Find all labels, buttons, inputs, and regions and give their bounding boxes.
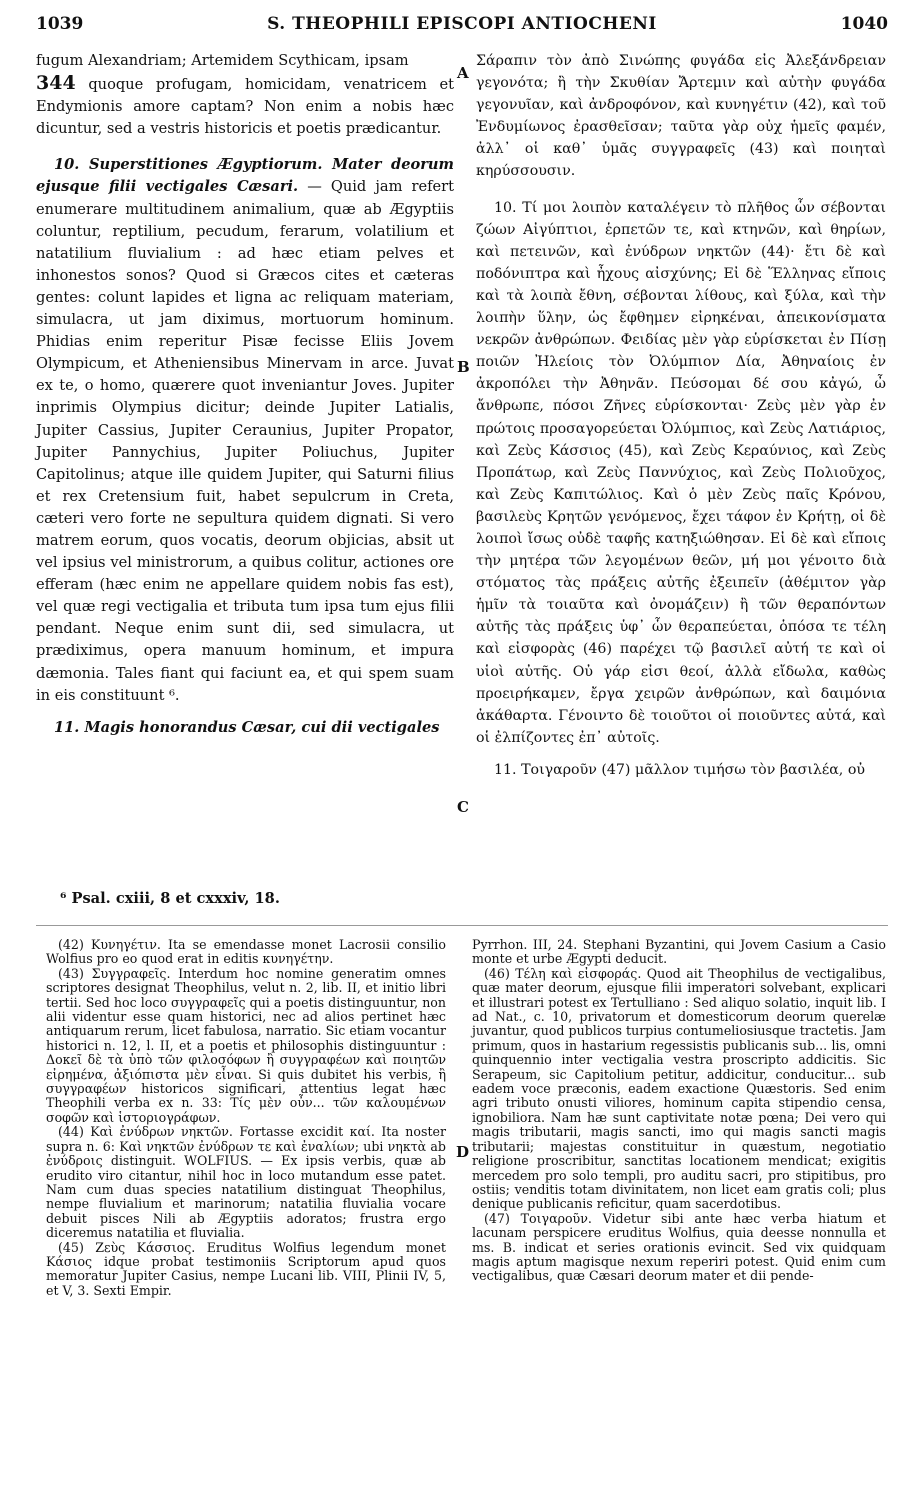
latin-section-10 [36, 154, 454, 706]
margin-letter-c: C [457, 798, 469, 816]
latin-p1-rest: quoque profugam, homicidam, venatricem et Endymionis amore captam? Non enim a nobis hæc dicuntur, sed a vestris historicis et poetis prædicantur. [36, 76, 454, 138]
latin-s10-body: — Quid jam refert enumerare multitudinem animalium, quæ ab Ægyptiis coluntur, reptilium, pecudum, ferarum, volatilium et natatilium fluvialium : ad hæc etiam pelves et inhonestos sonos? Quod si Græcos cites et cæteras gentes: colunt lapides et ligna ac reliquam materiam, simulacra, ut jam diximus, mortuorum hominum. Phidias enim reperitur Pisæ fecisse Eliis Jovem Olympicum, et Atheniensibus Minervam in arce. Juvat ex te, o homo, quærere quot inveniantur Joves. Jupiter inprimis Olympius dicitur; deinde Jupiter Latialis, Jupiter Cassius, Jupiter Ceraunius, Jupiter Propator, Jupiter Pannychius, Jupiter Poliuchus, Jupiter Capitolinus; atque ille quidem Jupiter, qui Saturni filius et rex Cretensium fuit, habet sepulcrum in Creta, cæteri vero forte ne sepultura quidem dignati. Si vero matrem eorum, quos vocatis, deorum objicias, absit ut vel ipsius vel ministrorum, a quibus colitur, actiones ore efferam (hæc enim ne appellare quidem nobis fas est), vel quæ regi vectigalia et tributa tum ipsa tum ejus filii pendant. Neque enim sunt dii, sed simulacra, ut prædiximus, opera manuum hominum, et impura dæmonia. Tales fiant qui faciunt ea, et qui spem suam in eis constituunt ⁶. [36, 178, 454, 704]
latin-s11-heading: 11. Magis honorandus Cæsar, cui dii vectigales [54, 718, 440, 736]
greek-section-11: 11. Τοιγαροῦν (47) μᾶλλον τιμήσω τὸν βασιλέα, οὐ [494, 761, 865, 778]
latin-column [36, 50, 454, 739]
running-title: S. THEOPHILI EPISCOPI ANTIOCHENI [267, 14, 657, 34]
latin-p1-line1: fugum Alexandriam; Artemidem Scythicam, ipsam [36, 52, 409, 69]
greek-paragraph-1: Σάραπιν τὸν ἀπὸ Σινώπης φυγάδα εἰς Ἀλεξάνδρειαν γεγονότα; ἢ τὴν Σκυθίαν Ἄρτεμιν καὶ αὐτὴν φυγάδα γεγονυῖαν, καὶ ἀνδροφόνον, καὶ κυνηγέτιν (42), καὶ τοῦ Ἐνδυμίωνος ἐρασθεῖσαν; ταῦτα γὰρ οὐχ ἡμεῖς φαμέν, ἀλλ᾽ οἱ καθ᾽ ὑμᾶς συγγραφεῖς (43) καὶ ποιηταὶ κηρύσσουσιν. [476, 53, 886, 180]
note-43: (43) Συγγραφεῖς. Interdum hoc nomine generatim omnes scriptores designat Theophilus, velut n. 2, lib. II, et initio libri tertii. Sed hoc loco συγγραφεῖς qui a poetis distinguuntur, non alii videntur esse quam historici, nec ad alios pertinet hæc antiquarum rerum, licet fabulosa, narratio. Sic etiam vocantur historici n. 12, l. II, et a poetis et philosophis distinguuntur : Δοκεῖ δὲ τὰ ὑπὸ τῶν φιλοσόφων ἢ συγγραφέων καὶ ποιητῶν εἰρημένα, ἀξιόπιστα μὲν εἶναι. Si quis dubitet his verbis, ἢ συγγραφέων historicos significari, attentius legat hæc Theophili verba ex n. 33: Τίς μὲν οὖν... τῶν καλουμένων σοφῶν καὶ ἱστοριογράφων. [46, 965, 446, 1125]
notes-left-column [46, 938, 446, 1298]
greek-column [476, 50, 886, 781]
note-45: (45) Ζεὺς Κάσσιος. Eruditus Wolfius legendum monet Κάσιος idque probat testimoniis Scriptorum apud quos memoratur Jupiter Casius, nempe Lucani lib. VIII, Plinii IV, 5, et V, 3. Sexti Empir. [46, 1239, 446, 1298]
greek-section-10: 10. Τί μοι λοιπὸν καταλέγειν τὸ πλῆθος ὧν σέβονται ζώων Αἰγύπτιοι, ἑρπετῶν τε, καὶ κτηνῶν, καὶ θηρίων, καὶ πετεινῶν, καὶ ἐνύδρων νηκτῶν (44)· ἔτι δὲ καὶ ποδόνιπτρα καὶ ἦχους αἰσχύνης; Εἰ δὲ Ἕλληνας εἴποις καὶ τὰ λοιπὰ ἔθνη, σέβονται λίθους, καὶ ξύλα, καὶ τὴν λοιπὴν ὕλην, ὡς ἔφθημεν εἰρηκέναι, ἀπεικονίσματα νεκρῶν ἀνθρώπων. Φειδίας μὲν γὰρ εὑρίσκεται ἐν Πίσῃ ποιῶν Ἠλείοις τὸν Ὀλύμπιον Δία, Ἀθηναίοις ἐν ἀκροπόλει τὴν Ἀθηνᾶν. Πεύσομαι δέ σου κἀγώ, ὦ ἄνθρωπε, πόσοι Ζῆνες εὑρίσκονται· Ζεὺς μὲν γὰρ ἐν πρώτοις προσαγορεύεται Ὀλύμπιος, καὶ Ζεὺς Λατιάριος, καὶ Ζεὺς Κάσσιος (45), καὶ Ζεὺς Κεραύνιος, καὶ Ζεὺς Προπάτωρ, καὶ Ζεὺς Παννύχιος, καὶ Ζεὺς Πολιοῦχος, καὶ Ζεὺς Καπιτώλιος. Καὶ ὁ μὲν Ζεὺς παῖς Κρόνου, βασιλεὺς Κρητῶν γενόμενος, ἔχει τάφον ἐν Κρήτῃ, οἱ δὲ λοιποὶ ἴσως οὐδὲ ταφῆς κατηξιώθησαν. Εἰ δὲ καὶ εἴποις τὴν μητέρα τῶν λεγομένων θεῶν, μή μοι γένοιτο διὰ στόματος τὰς πράξεις αὐτῆς ἐξειπεῖν (ἀθέμιτον γὰρ ἡμῖν τὰ τοιαῦτα καὶ ὀνομάζειν) ἢ τῶν θεραπόντων αὐτῆς τὰς πράξεις ὑφ᾽ ὧν θεραπεύεται, ὁπόσα τε τέλη καὶ εἰσφορὰς (46) παρέχει τῷ βασιλεῖ αὐτή τε καὶ οἱ υἱοὶ αὐτῆς. Οὐ γάρ εἰσι θεοί, ἀλλὰ εἴδωλα, καθὼς προειρήκαμεν, ἔργα χειρῶν ἀνθρώπων, καὶ δαιμόνια ἀκάθαρτα. Γένοιντο δὲ τοιοῦτοι οἱ ποιοῦντες αὐτά, καὶ οἱ ἐλπίζοντες ἐπ᾽ αὐτοῖς. [476, 199, 886, 746]
note-44: (44) Καὶ ἐνύδρων νηκτῶν. Fortasse excidit καί. Ita noster supra n. 6: Καὶ νηκτῶν ἐνύδρων τε καὶ ἐναλίων; ubi νηκτὰ ab ἐνύδροις distinguit. WOLFIUS. — Ex ipsis verbis, quæ ab erudito viro citantur, nihil hoc in loco mutandum esse patet. Nam cum duas species natatilium distinguat Theophilus, nempe fluvialium et marinorum; natatilia fluvialia vocare debuit pisces Nili ab Ægyptiis adoratos; frustra ergo diceremus natatilia et fluvialia. [46, 1124, 446, 1241]
note-47: (47) Τοιγαροῦν. Videtur sibi ante hæc verba hiatum et lacunam perspicere eruditus Wolfius, quia deesse nonnulla et ms. B. indicat et series orationis evincit. Sed vix quidquam magis aptum magisque nexum reperiri potest. Quid enim cum vectigalibus, quæ Cæsari deorum mater et dii pende- [472, 1210, 886, 1284]
note-45-continued: Pyrrhon. III, 24. Stephani Byzantini, qui Jovem Casium a Casio monte et urbe Ægypti deducit. [472, 937, 886, 967]
footnote: ⁶ Psal. cxiii, 8 et cxxxiv, 18. [60, 890, 280, 907]
notes-divider [36, 925, 888, 926]
page-header [36, 8, 888, 42]
note-42: (42) Κυνηγέτιν. Ita se emendasse monet Lacrosii consilio Wolfius pro eo quod erat in editis κυνηγέτην. [46, 937, 446, 967]
margin-letter-b: B [457, 358, 470, 376]
latin-paragraph-1 [36, 50, 454, 140]
bignum: 344 [36, 72, 76, 95]
latin-section-11 [36, 717, 454, 739]
margin-letter-a: A [457, 64, 469, 82]
latin-s10-heading: 10. Superstitiones Ægyptiorum. Mater deorum ejusque filii vectigales Cæsari. [36, 156, 454, 196]
margin-letter-d: D [456, 1143, 470, 1161]
page-number-right: 1040 [840, 14, 888, 34]
notes-right-column [472, 938, 886, 1284]
page-number-left: 1039 [36, 14, 84, 34]
note-46: (46) Τέλη καὶ εἰσφοράς. Quod ait Theophilus de vectigalibus, quæ mater deorum, ejusque filii imperatori solvebant, explicari et illustrari potest ex Tertulliano : Sed aliquo solatio, inquit lib. I ad Nat., c. 10, privatorum et domesticorum deorum querelæ juvantur, quod publicos turpius contumeliosiusque tractetis. Jam primum, quos in hastarium regessistis publicanis sub... lis, omni quinquennio inter vectigalia vestra proscripto addicitis. Sic Serapeum, sic Capitolium petitur, addicitur, conducitur... sub eadem voce præconis, eadem exactione Quæstoris. Sed enim agri tributo onusti viliores, hominum capita stipendio censa, ignobiliora. Nam hæ sunt captivitate notæ pœna; Dei vero qui magis tributarii, magis sancti, imo qui magis sancti magis tributarii; majestas constituitur in quæstum, negotiatio religione proscribitur, sanctitas locationem mendicat; exigitis mercedem pro solo templi, pro auditu sacri, pro stipitibus, pro ostiis; venditis totam divinitatem, non licet eam gratis coli; plus denique publicanis reficitur, quam sacerdotibus. [472, 965, 886, 1212]
